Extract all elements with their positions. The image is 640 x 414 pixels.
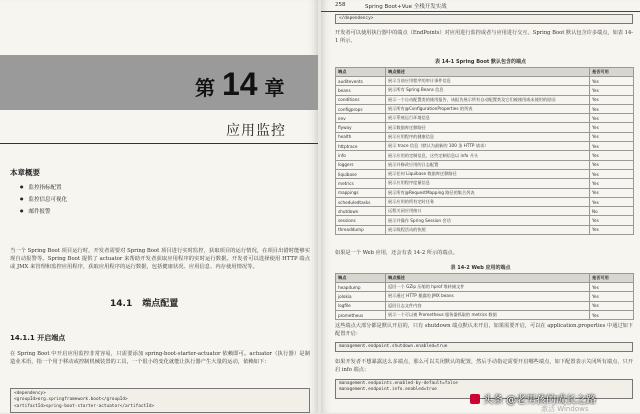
description-cell: 返回日志文件内容 xyxy=(386,301,590,310)
subsection-paragraph: 在 Spring Boot 中开启应用监控非常容易，只需要添加 spring-boot-starter-actuator 依赖即可。actuator（执行器）是制造业术语，指一个用于移动或控制机械装置的工具，一个很小的变化就能让执行器产生大量的运动，依赖如下： xyxy=(10,351,310,365)
endpoint-cell: httptrace xyxy=(336,142,386,151)
enabled-cell: Yes xyxy=(590,216,634,225)
endpoint-cell: prometheus xyxy=(336,310,386,319)
description-cell: 展示并操作 Spring Session 会话 xyxy=(386,216,590,225)
table-row xyxy=(336,95,634,104)
table-row xyxy=(336,132,634,141)
description-cell: 展示通过 HTTP 暴露的 JMX beans xyxy=(386,292,590,301)
table-row xyxy=(336,283,634,292)
endpoint-cell: liquibase xyxy=(336,169,386,178)
description-cell: 展示一个可以被 Prometheus 服务器抓取的 metrics 数据 xyxy=(386,310,590,319)
overview-item: ● 监控信息可视化 xyxy=(20,194,67,206)
header-enabled: 是否可用 xyxy=(590,274,634,283)
description-cell: 展示数据库迁移路径 xyxy=(386,123,590,132)
enabled-cell: No xyxy=(590,207,634,216)
header-description: 端点描述 xyxy=(386,68,590,77)
web-endpoints-table xyxy=(335,273,634,320)
description-cell: 展示所有@RequestMapping 路径的集合列表 xyxy=(386,188,590,197)
book-title: Spring Boot+Vue 全栈开发实战 xyxy=(365,4,447,10)
enabled-cell: Yes xyxy=(590,197,634,206)
chapter-divider xyxy=(0,143,318,144)
description-cell: 远程关闭应用接口 xyxy=(386,207,590,216)
enabled-cell: Yes xyxy=(590,179,634,188)
section-number: 14.1 xyxy=(110,299,133,309)
overview-item: ● 邮件报警 xyxy=(20,206,67,218)
overview-title: 本章概要 xyxy=(10,168,40,177)
enabled-cell: Yes xyxy=(590,169,634,178)
description-cell: 展示任何 Liquibase 数据库迁移路径 xyxy=(386,169,590,178)
right-page xyxy=(321,0,640,413)
endpoint-cell: loggers xyxy=(336,160,386,169)
table-row xyxy=(336,104,634,113)
table-header-row xyxy=(336,68,634,77)
endpoint-cell: beans xyxy=(336,86,386,95)
description-cell: 展示 trace 信息（默认为最新的 100 条 HTTP 请求） xyxy=(386,142,590,151)
code-line: management.endpoint.info.enabled=true xyxy=(339,387,437,393)
description-cell: 展示一个自动配置类的使用报告，该报告展示所有自动配置类及它们被使用或未使用的原因 xyxy=(386,95,590,104)
chapter-suffix: 章 xyxy=(264,76,285,100)
table-row xyxy=(336,197,634,206)
page-number: 258 xyxy=(335,2,346,8)
description-cell: 展示并修改应用的日志配置 xyxy=(386,160,590,169)
enabled-cell: Yes xyxy=(590,292,634,301)
section-heading xyxy=(110,296,178,309)
table-row xyxy=(336,225,634,234)
subsection-heading: 14.1.1 开启端点 xyxy=(10,334,66,342)
endpoint-cell: auditevents xyxy=(336,77,386,86)
code-line: management.endpoints.enabled-by-default=false xyxy=(339,381,458,386)
dependency-code-tail xyxy=(335,14,633,24)
table-row xyxy=(336,179,634,188)
table-row xyxy=(336,151,634,160)
default-endpoints-table xyxy=(335,67,634,235)
description-cell: 展示所有@ConfigurationProperties 的列表 xyxy=(386,104,590,113)
overview-item: ● 监控指标配置 xyxy=(20,182,67,194)
description-cell: 返回一个 GZip 压缩的 hprof 堆转储文件 xyxy=(386,283,590,292)
endpoint-cell: health xyxy=(336,132,386,141)
endpoint-cell: metrics xyxy=(336,179,386,188)
chapter-number: 14 xyxy=(221,66,258,102)
table-row xyxy=(336,310,634,319)
endpoint-cell: threaddump xyxy=(336,225,386,234)
table-header-row xyxy=(336,274,634,283)
enabled-cell: Yes xyxy=(590,114,634,123)
endpoint-cell: scheduledtasks xyxy=(336,197,386,206)
code-line: </dependency> xyxy=(339,16,374,21)
endpoint-cell: jolokia xyxy=(336,292,386,301)
table-row xyxy=(336,301,634,310)
description-cell: 展示应用程序的健康信息 xyxy=(386,132,590,141)
code-line: management.endpoint.shutdown.enabled=true xyxy=(339,344,448,349)
chapter-title: 应用监控 xyxy=(226,123,286,139)
enabled-cell: Yes xyxy=(590,301,634,310)
enabled-cell: Yes xyxy=(590,123,634,132)
enabled-cell: Yes xyxy=(590,77,634,86)
enabled-cell: Yes xyxy=(590,310,634,319)
endpoint-cell: configprops xyxy=(336,104,386,113)
table-row xyxy=(336,86,634,95)
table-row xyxy=(336,123,634,132)
table2-caption: 表 14-2 Web 应用的端点 xyxy=(450,265,511,271)
enabled-cell: Yes xyxy=(590,225,634,234)
disable-endpoints-paragraph: 如果开发者不想暴露这么多端点，那么可以关闭默认的配置，然后手动指定需要开启哪些端点，如下配置表示关闭所有端点，只开启 info 端点： xyxy=(335,359,633,373)
table1-caption: 表 14-1 Spring Boot 默认包含的端点 xyxy=(434,59,527,65)
code-line: <artifactId>spring-boot-starter-actuator</artifactId> xyxy=(14,403,155,409)
shutdown-config-code xyxy=(335,342,633,352)
intro-paragraph: 当一个 Spring Boot 项目运行时，开发者需要对 Spring Boot 项目进行实时监控，获取项目的运行情况，在项目出错时能够实现自动报警等。Spring Boot 提供了 actuator 来帮助开发者获取应用程序的实时运行数据。开发者可以选择使用 HTTP 端点或 JMX 来管理和监控应用程序，获取应用程序的运行数据，包括健康状况、应用信息、内存使用情况等。 xyxy=(10,248,310,270)
chapter-prefix: 第 xyxy=(195,76,215,100)
dependency-code-block xyxy=(10,388,310,413)
table-row xyxy=(336,188,634,197)
table-row xyxy=(336,77,634,86)
endpoint-cell: sessions xyxy=(336,216,386,225)
header-description: 端点描述 xyxy=(386,274,590,283)
enabled-cell: Yes xyxy=(590,95,634,104)
enabled-cell: Yes xyxy=(590,86,634,95)
description-cell: 展示应用的所有定时任务 xyxy=(386,197,590,206)
endpoint-cell: flyway xyxy=(336,123,386,132)
enabled-cell: Yes xyxy=(590,142,634,151)
code-line: <groupId>org.springframework.boot</groupId> xyxy=(14,397,128,403)
toutiao-logo-icon xyxy=(470,394,480,404)
table-row xyxy=(336,216,634,225)
chapter-label xyxy=(195,66,285,103)
endpoint-cell: logfile xyxy=(336,301,386,310)
section-title: 端点配置 xyxy=(142,299,179,309)
table-row xyxy=(336,142,634,151)
header-enabled: 是否可用 xyxy=(590,68,634,77)
table-row xyxy=(336,114,634,123)
left-page xyxy=(0,0,318,413)
code-line: <dependency> xyxy=(14,391,46,396)
description-cell: 展示应用的定制信息，这些定制信息以 info 开头 xyxy=(386,151,590,160)
shutdown-paragraph: 这些端点大部分都是默认开启的，只有 shutdown 端点默认未开启，如果需要开启，可以在 application.properties 中通过如下配置开启： xyxy=(335,323,633,337)
description-cell: 展示系统运行环境信息 xyxy=(386,114,590,123)
enabled-cell: Yes xyxy=(590,283,634,292)
enabled-cell: Yes xyxy=(590,188,634,197)
enabled-cell: Yes xyxy=(590,151,634,160)
watermark-text: 头条 @老男孩的成长之路 xyxy=(483,395,597,406)
description-cell: 展示线程活动的快照 xyxy=(386,225,590,234)
endpoint-cell: mappings xyxy=(336,188,386,197)
windows-activation-text: 激活 Windows xyxy=(541,405,589,413)
table-row xyxy=(336,169,634,178)
overview-list xyxy=(20,182,67,218)
description-cell: 展示当前应用程序的审计事件信息 xyxy=(386,77,590,86)
endpoint-cell: heapdump xyxy=(336,283,386,292)
enabled-cell: Yes xyxy=(590,104,634,113)
table-row xyxy=(336,207,634,216)
endpoint-cell: info xyxy=(336,151,386,160)
endpoint-cell: shutdown xyxy=(336,207,386,216)
header-endpoint: 端点 xyxy=(336,68,386,77)
table-row xyxy=(336,292,634,301)
header-endpoint: 端点 xyxy=(336,274,386,283)
table-row xyxy=(336,160,634,169)
description-cell: 展示应用程序度量信息 xyxy=(386,179,590,188)
running-header xyxy=(321,0,640,12)
description-cell: 展示所有 Spring Beans 信息 xyxy=(386,86,590,95)
endpoints-intro-paragraph: 开发者可以使用执行器中的端点（EndPoints）对应用进行监控或者与应用进行交互。Spring Boot 默认包含许多端点，如表 14-1 所示。 xyxy=(335,30,633,44)
web-endpoints-paragraph: 如果是一个 Web 应用，还会有表 14-2 所示的端点。 xyxy=(335,250,458,256)
endpoint-cell: env xyxy=(336,114,386,123)
enabled-cell: Yes xyxy=(590,160,634,169)
enabled-cell: Yes xyxy=(590,132,634,141)
endpoint-cell: conditions xyxy=(336,95,386,104)
